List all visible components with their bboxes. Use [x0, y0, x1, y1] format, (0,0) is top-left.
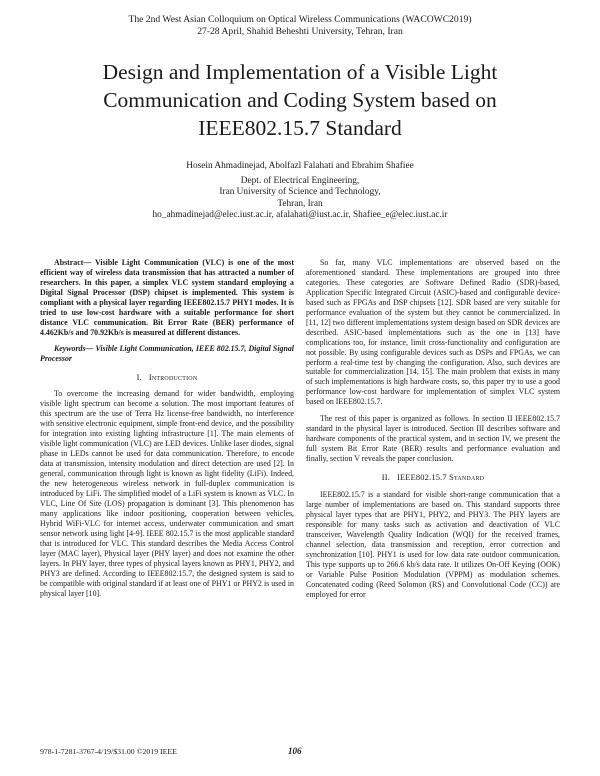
conference-header: [0, 14, 600, 38]
author-emails: ho_ahmadinejad@elec.iust.ac.ir, afalahati@iust.ac.ir, Shafiee_e@elec.iust.ac.ir: [152, 209, 448, 220]
right-column: [306, 258, 560, 600]
body-paragraph: The rest of this paper is organized as follows. In section II IEEE802.15.7 standard in the physical layer is introduced. Section III describes software and hardware components of the practical system, and in section IV, we present the full system Bit Error Rate (BER) results and performance evaluation and finally, section V reveals the paper conclusion.: [306, 414, 560, 464]
left-column: [40, 258, 294, 599]
conference-date-venue: 27-28 April, Shahid Beheshti University, Tehran, Iran: [197, 26, 403, 37]
keywords: Keywords— Visible Light Communication, IEEE 802.15.7, Digital Signal Processor: [40, 343, 294, 363]
paper-title: [60, 58, 540, 142]
author-names: Hosein Ahmadinejad, Abolfazl Falahati and Ebrahim Shafiee: [186, 161, 414, 171]
conference-name: The 2nd West Asian Colloquium on Optical Wireless Communications (WACOWC2019): [128, 14, 472, 25]
intro-paragraph: To overcome the increasing demand for wider bandwidth, employing visible light spectrum can become a solution. The most important features of this spectrum are the use of Terra Hz license-free bandwidth, no interference with sensitive electronic equipment, simple front-end device, and the possibility for integration into existing lighting infrastructure [1]. The main elements of visible light communication (VLC) are LED devices. Unlike laser diodes, signal phase in LEDs cannot be used for data communication. Therefore, to encode data at transmission, intensity modulation and direct detection are used [2]. In general, communication through light is known as light fidelity (LiFi). Indeed, the new heterogeneous wireless network in full-duplex communication is introduced by LiFi. The simplified model of a LiFi system is known as VLC. In VLC, Line Of Site (LOS) propagation is dominant [3]. This phenomenon has many applications like indoor positioning, cooperation between vehicles, Hybrid WiFi-VLC for internet access, underwater communication and smart sensor network using light [4-9]. IEEE 802.15.7 is the most applicable standard that is introduced for VLC. This standard describes the Media Access Control layer (MAC layer), Physical layer (PHY layer) and does not examine the other layers. In PHY layer, three types of physical layers known as PHY1, PHY2, and PHY3 are defined. According to IEEE802.15.7, the designed system is said to be compatible with original standard if at least one of PHY1 or PHY2 is used in physical layer [10].: [40, 389, 294, 598]
section-title: Introduction: [148, 372, 198, 382]
title-line-1: Design and Implementation of a Visible Light: [102, 60, 498, 84]
section-heading-standard: [306, 473, 560, 483]
abstract: Abstract— Visible Light Communication (VLC) is one of the most efficient way of wireless data transmission that has attracted a number of researchers. In this paper, a simplex VLC system standard employing a Digital Signal Processor (DSP) chipset is implemented. This system is compliant with a physical layer regarding IEEE802.15.7 PHY1 modes. It is tried to use low-cost hardware with a suitable performance for short distance VLC communication. Bit Error Rate (BER) performance of 4.462Kb/s and 70.92Kb/s is measured at different distances.: [40, 258, 294, 337]
author-department: Dept. of Electrical Engineering,: [240, 176, 360, 187]
copyright-notice: 978-1-7281-3767-4/19/$31.00 ©2019 IEEE: [40, 747, 177, 756]
author-block: [0, 161, 600, 221]
section-number: I.: [136, 372, 142, 382]
page-number: 106: [288, 746, 302, 756]
section-heading-introduction: [40, 373, 294, 383]
title-line-3: IEEE802.15.7 Standard: [198, 116, 402, 140]
author-city: Tehran, Iran: [277, 198, 323, 209]
title-line-2: Communication and Coding System based on: [103, 88, 497, 112]
author-university: Iran University of Science and Technology,: [219, 187, 381, 198]
body-paragraph: IEEE802.15.7 is a standard for visible short-range communication that a large number of implementations are based on. This standard supports three physical layer types that are PHY1, PHY2, and PHY3. The PHY layers are responsible for many tasks such as activation and deactivation of VLC transceiver, Wavelength Quality Indication (WQI) for the received frames, channel selection, data transmission and reception, error correction and synchronization [10]. PHY1 is used for low data rate outdoor communication. This type supports up to 266.6 kb/s data rate. It utilizes On-Off Keying (OOK) or Variable Pulse Position Modulation (VPPM) as modulation schemes. Concatenated coding (Reed Solomon (RS) and Convolutional Code (CC)) are employed for error: [306, 490, 560, 599]
body-paragraph: So far, many VLC implementations are observed based on the aforementioned standard. These implementations are grouped into three categories. These categories are Software Defined Radio (SDR)-based, Application Specific Integrated Circuit (ASIC)-based and configurable device-based such as FPGAs and DSP chipsets [12]. SDR based are very suitable for performance evaluation of the system but they cannot be commercialized. In [11, 12] two different implementations system design based on SDR devices are described. ASIC-based implementations such as the one in [13] have complications too, for instance, limit cross-functionality and configuration are not possible. By using configurable devices such as DSPs and FPGAs, we can perform a real-time test by changing the configuration. Also, such devices are suitable for commercialization [14, 15]. The main problem that exists in many of such implementations is high hardware costs, so, this paper try to use a good performance low-cost hardware for implementation of simplex VLC system based on IEEE802.15.7.: [306, 258, 560, 407]
section-title: IEEE802.15.7 Standard: [396, 473, 485, 483]
section-number: II.: [381, 473, 391, 483]
